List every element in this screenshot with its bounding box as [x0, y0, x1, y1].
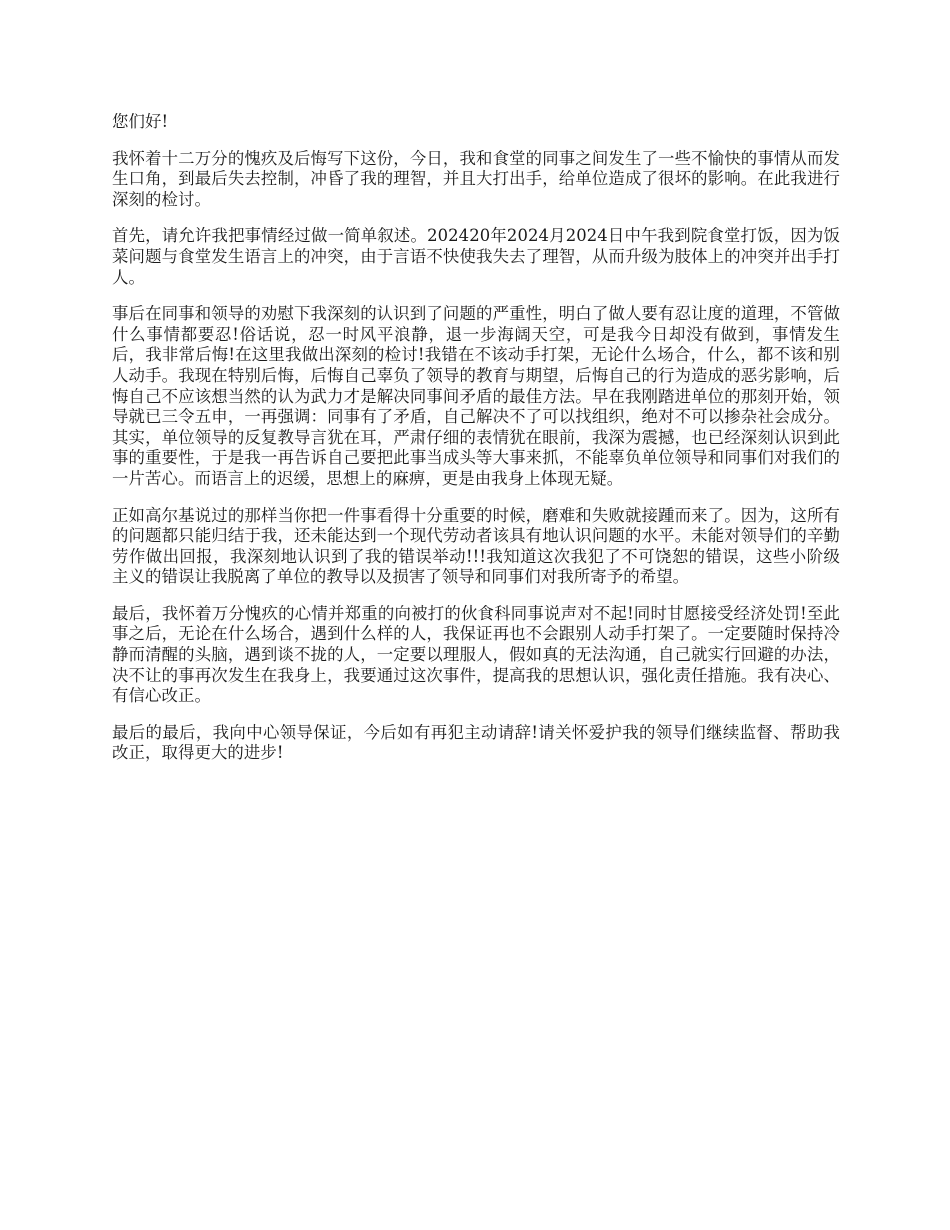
paragraph-1: 我怀着十二万分的愧疚及后悔写下这份，今日，我和食堂的同事之间发生了一些不愉快的事情从而发生口角，到最后失去控制，冲昏了我的理智，并且大打出手，给单位造成了很坏的影响。在此我进行深刻的检讨。	[112, 148, 840, 209]
paragraph-4: 正如高尔基说过的那样当你把一件事看得十分重要的时候，磨难和失败就接踵而来了。因为，这所有的问题都只能归结于我，还未能达到一个现代劳动者该具有地认识问题的水平。未能对领导们的辛勤劳作做出回报，我深刻地认识到了我的错误举动!!!我知道这次我犯了不可饶恕的错误，这些小阶级主义的错误让我脱离了单位的教导以及损害了领导和同事们对我所寄予的希望。	[112, 505, 840, 587]
paragraph-6: 最后的最后，我向中心领导保证，今后如有再犯主动请辞!请关怀爱护我的领导们继续监督、帮助我改正，取得更大的进步!	[112, 722, 840, 763]
paragraph-3: 事后在同事和领导的劝慰下我深刻的认识到了问题的严重性，明白了做人要有忍让度的道理，不管做什么事情都要忍!俗话说，忍一时风平浪静，退一步海阔天空，可是我今日却没有做到，事情发生后，我非常后悔!在这里我做出深刻的检讨!我错在不该动手打架，无论什么场合，什么，都不该和别人动手。我现在特别后悔，后悔自己辜负了领导的教育与期望，后悔自己的行为造成的恶劣影响，后悔自己不应该想当然的认为武力才是解决同事间矛盾的最佳方法。早在我刚踏进单位的那刻开始，领导就已三令五申，一再强调：同事有了矛盾，自己解决不了可以找组织，绝对不可以掺杂社会成分。其实，单位领导的反复教导言犹在耳，严肃仔细的表情犹在眼前，我深为震撼，也已经深刻认识到此事的重要性，于是我一再告诉自己要把此事当成头等大事来抓，不能辜负单位领导和同事们对我们的一片苦心。而语言上的迟缓，思想上的麻痹，更是由我身上体现无疑。	[112, 304, 840, 488]
document-page	[112, 112, 840, 780]
paragraph-5: 最后，我怀着万分愧疚的心情并郑重的向被打的伙食科同事说声对不起!同时甘愿接受经济处罚!至此事之后，无论在什么场合，遇到什么样的人，我保证再也不会跟别人动手打架了。一定要随时保持冷静而清醒的头脑，遇到谈不拢的人，一定要以理服人，假如真的无法沟通，自己就实行回避的办法，决不让的事再次发生在我身上，我要通过这次事件，提高我的思想认识，强化责任措施。我有决心、有信心改正。	[112, 603, 840, 706]
greeting: 您们好!	[112, 112, 169, 131]
paragraph-2: 首先，请允许我把事情经过做一简单叙述。202420年2024月2024日中午我到院食堂打饭，因为饭菜问题与食堂发生语言上的冲突，由于言语不快使我失去了理智，从而升级为肢体上的冲突并出手打人。	[112, 226, 840, 287]
